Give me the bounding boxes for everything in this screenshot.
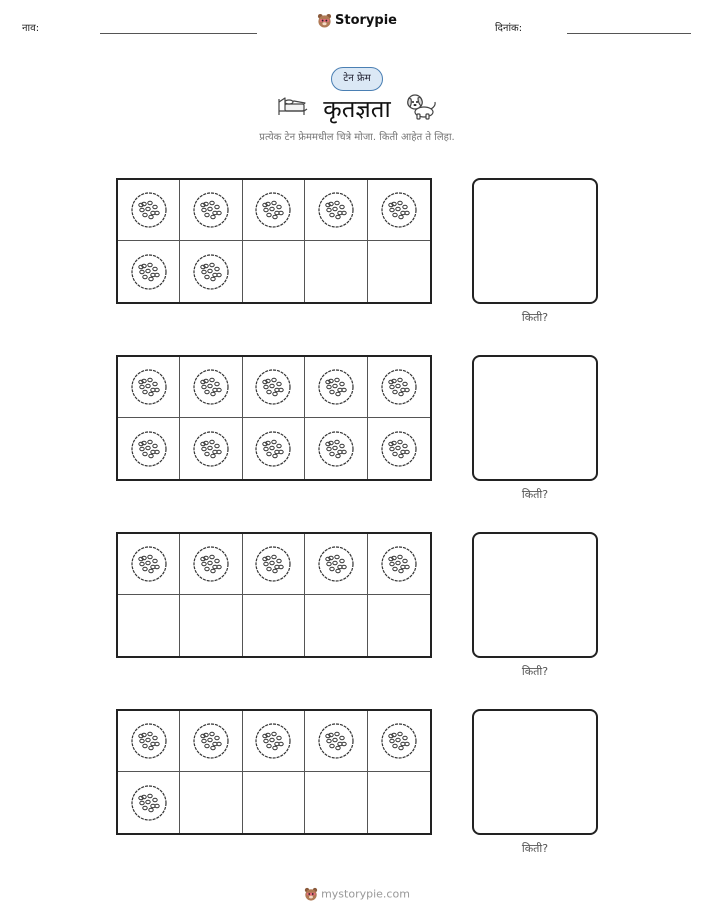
topic-badge: टेन फ्रेम [331,67,383,91]
frame-cell [305,180,367,241]
cookie-icon [254,722,292,760]
cookie-icon [317,545,355,583]
answer-box-1[interactable] [472,178,598,304]
cookie-icon [130,253,168,291]
bear-mascot-icon [304,887,318,901]
frame-cell [305,357,367,418]
cookie-icon [254,368,292,406]
ten-frame-1 [116,178,432,304]
frame-cell [243,534,305,595]
name-label: नाव: [22,23,40,34]
cookie-icon [192,253,230,291]
ten-frame-3 [116,532,432,658]
cookie-icon [130,722,168,760]
answer-prompt-3: किती? [521,665,549,678]
frame-cell [180,595,242,656]
date-line[interactable] [567,33,691,34]
bear-mascot-icon [317,13,332,28]
frame-cell [243,357,305,418]
frame-cell [180,711,242,772]
cookie-icon [192,191,230,229]
frame-cell [305,595,367,656]
frame-cell [118,534,180,595]
instructions: प्रत्येक टेन फ्रेममधील चित्रे मोजा. किती आहेत ते लिहा. [259,132,455,143]
puppy-icon [405,92,437,120]
frame-cell [305,418,367,479]
frame-cell [118,180,180,241]
frame-cell [180,418,242,479]
frame-cell [305,241,367,302]
page-title: कृतज्ञता [323,95,391,123]
cookie-icon [130,191,168,229]
ten-frame-2 [116,355,432,481]
frame-cell [180,357,242,418]
footer-url: mystorypie.com [321,887,410,901]
frame-cell [118,595,180,656]
frame-cell [243,595,305,656]
frame-cell [118,357,180,418]
cookie-icon [130,545,168,583]
frame-cell [118,241,180,302]
brand-logo [0,13,714,28]
frame-cell [368,180,430,241]
frame-cell [368,241,430,302]
frame-cell [243,418,305,479]
frame-cell [368,772,430,833]
cookie-icon [380,545,418,583]
cookie-icon [317,722,355,760]
frame-cell [118,772,180,833]
cookie-icon [380,191,418,229]
cookie-icon [192,430,230,468]
frame-cell [118,711,180,772]
cookie-icon [317,191,355,229]
cookie-icon [380,722,418,760]
frame-cell [243,180,305,241]
frame-cell [305,772,367,833]
cookie-icon [254,430,292,468]
frame-cell [180,534,242,595]
footer [0,887,714,901]
name-line[interactable] [100,33,257,34]
answer-box-3[interactable] [472,532,598,658]
frame-cell [118,418,180,479]
answer-box-4[interactable] [472,709,598,835]
frame-cell [243,241,305,302]
brand-name: Storypie [335,13,397,28]
frame-cell [305,711,367,772]
frame-cell [368,711,430,772]
cookie-icon [317,368,355,406]
cookie-icon [380,430,418,468]
answer-prompt-1: किती? [521,311,549,324]
frame-cell [368,418,430,479]
cookie-icon [192,722,230,760]
cookie-icon [317,430,355,468]
cookie-icon [192,545,230,583]
frame-cell [368,595,430,656]
cookie-icon [130,368,168,406]
cookie-icon [192,368,230,406]
answer-box-2[interactable] [472,355,598,481]
frame-cell [243,711,305,772]
frame-cell [180,241,242,302]
frame-cell [368,357,430,418]
frame-cell [368,534,430,595]
frame-cell [180,180,242,241]
cookie-icon [380,368,418,406]
answer-prompt-4: किती? [521,842,549,855]
cookie-icon [130,784,168,822]
date-label: दिनांक: [495,23,523,34]
answer-prompt-2: किती? [521,488,549,501]
ten-frame-4 [116,709,432,835]
frame-cell [180,772,242,833]
cookie-icon [254,191,292,229]
cookie-icon [254,545,292,583]
frame-cell [305,534,367,595]
frame-cell [243,772,305,833]
cookie-icon [130,430,168,468]
